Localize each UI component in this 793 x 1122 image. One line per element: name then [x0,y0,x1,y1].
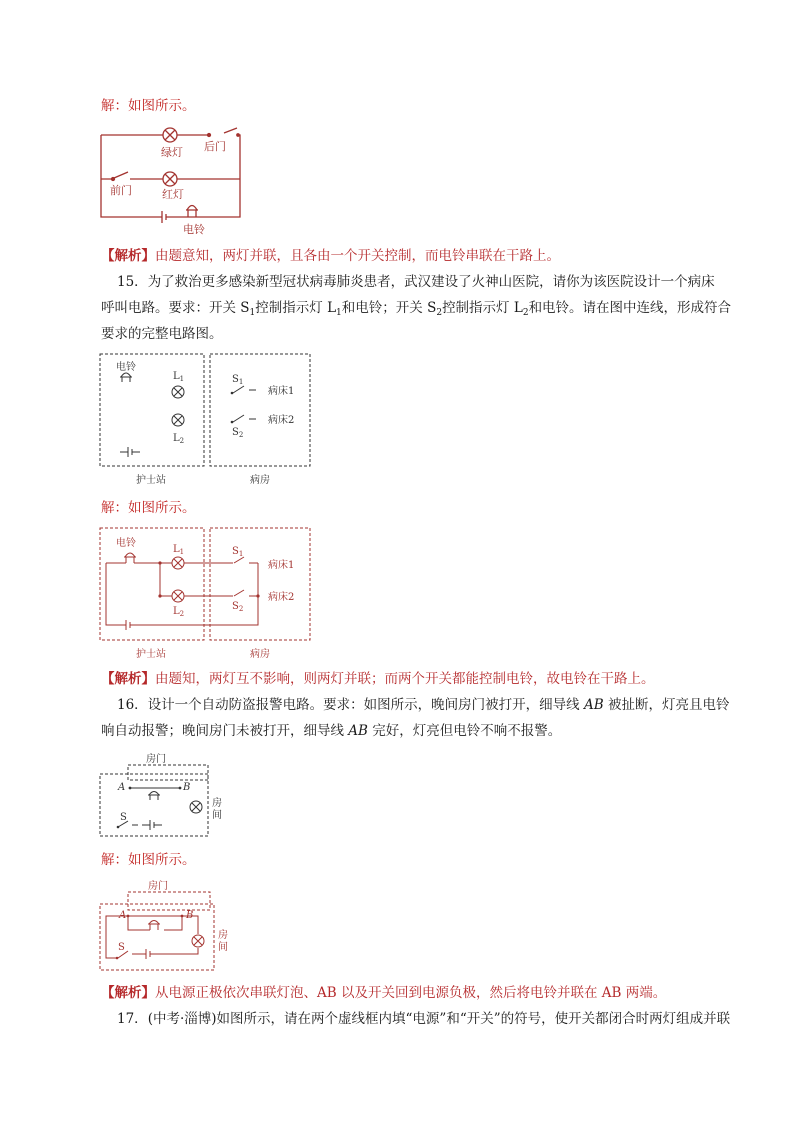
q15-label-bell: 电铃 [116,362,136,373]
q15-sol-s1-sub: 1 [238,550,244,558]
q15-analysis-text: 由题知，两灯互不影响，则两灯并联；而两个开关都能控制电铃，故电铃在干路上。 [155,671,655,687]
q14-label-red-lamp: 红灯 [162,188,184,201]
q16-label-room-1: 房 [212,798,222,809]
q15-number: 15． [117,274,148,290]
q16-sol-label-b: B [186,910,194,921]
q14-label-green-lamp: 绿灯 [161,146,183,159]
q16-line1-b: 被扯断，灯亮且电铃 [603,697,730,713]
q14-solution-label: 解：如图所示。 [101,98,196,114]
q15-l1-letter: L [173,371,180,382]
q15-analysis [101,669,655,689]
q15-line2-d: 控制指示灯 L [442,300,523,316]
q16-label-door: 房门 [146,754,166,765]
q15-question-circuit [98,352,314,490]
q15-line2-a: 呼叫电路。要求：开关 S [101,300,250,316]
q15-line2-c: 和电铃；开关 S [341,300,437,316]
q15-sol-label-l2 [173,606,184,618]
q16-label-b: B [183,782,191,793]
q15-label-s1 [232,374,243,386]
q15-s1-letter: S [232,374,239,385]
q16-analysis [101,983,666,1003]
q15-l2-sub: 2 [522,308,529,318]
q15-s1-sub-fig: 1 [238,378,244,386]
q15-l1-sub: 1 [336,308,342,318]
q16-sol-label-room-1: 房 [218,930,228,941]
q15-sol-label-l1 [173,544,184,556]
q16-sol-label-door: 房门 [148,881,168,892]
q15-label-l1 [173,371,184,383]
q16-label-a: A [118,782,126,793]
q15-s2-sub-fig: 2 [238,431,244,439]
q15-sol-label-bell: 电铃 [116,538,136,549]
q15-l2-letter: L [173,433,180,444]
q16-number: 16． [117,697,148,713]
q14-label-bell: 电铃 [183,223,205,236]
q15-l1-sub-fig: 1 [179,375,185,383]
q15-sol-label-bed2: 病床2 [268,592,295,603]
q15-label-bed1: 病床1 [268,386,295,397]
q16-line2-ab: AB [348,723,368,739]
q16-line-1 [117,695,729,715]
q14-analysis [101,246,560,266]
q15-sol-label-bed1: 病床1 [268,560,295,571]
q15-sol-l1-sub: 1 [179,548,185,556]
q16-label-s: S [120,812,127,823]
q15-line1-text: 为了救治更多感染新型冠状病毒肺炎患者，武汉建设了火神山医院，请你为该医院设计一个病床 [147,274,715,290]
q14-label-back-door: 后门 [204,140,226,153]
q15-sol-l2-letter: L [173,606,180,617]
q15-solution-label: 解：如图所示。 [101,500,196,516]
q15-sol-l2-sub: 2 [179,610,185,618]
q16-solution-circuit [98,878,234,974]
q16-question-circuit [98,752,234,842]
q16-line1-a: 设计一个自动防盗报警电路。要求：如图所示，晚间房门被打开，细导线 [147,697,584,713]
q15-sol-label-s1 [232,546,243,558]
q16-analysis-tag: 【解析】 [101,985,155,1001]
q15-line-1 [117,272,715,292]
q14-analysis-text: 由题意知，两灯并联，且各由一个开关控制，而电铃串联在干路上。 [155,248,560,264]
q15-solution-circuit [98,526,314,664]
q17-line-1 [117,1009,730,1029]
q14-analysis-tag: 【解析】 [101,248,155,264]
q15-s2-sub: 2 [436,308,443,318]
q15-label-l2 [173,433,184,445]
q16-sol-label-room-2: 间 [218,942,228,953]
q17-text: (中考·淄博)如图所示，请在两个虚线框内填“电源”和“开关”的符号，使开关都闭合时两灯组成并联 [147,1011,731,1027]
q16-analysis-text: 从电源正极依次串联灯泡、AB 以及开关回到电源负极，然后将电铃并联在 AB 两端。 [155,985,667,1001]
q16-sol-label-s: S [118,942,125,953]
q15-sol-label-nurse-station: 护士站 [136,649,166,660]
q14-label-front-door: 前门 [110,184,132,197]
q15-sol-l1-letter: L [173,544,180,555]
q15-label-nurse-station: 护士站 [136,475,166,486]
q17-number: 17． [117,1011,148,1027]
q16-solution-label: 解：如图所示。 [101,852,196,868]
q15-sol-s1-letter: S [232,546,239,557]
q16-line-2 [101,721,561,741]
q15-label-bed2: 病床2 [268,415,295,426]
q15-analysis-tag: 【解析】 [101,671,155,687]
q14-solution-circuit [96,124,246,236]
q16-sol-label-a: A [119,910,127,921]
q16-line2-a: 响自动报警；晚间房门未被打开，细导线 [101,723,349,739]
q15-sol-label-ward: 病房 [250,649,270,660]
q15-sol-label-s2 [232,601,243,613]
q15-label-s2 [232,427,243,439]
q16-line2-b: 完好，灯亮但电铃不响不报警。 [367,723,562,739]
q15-sol-s2-sub: 2 [238,605,244,613]
q16-label-room-2: 间 [212,810,222,821]
q15-line2-e: 和电铃。请在图中连线，形成符合 [528,300,732,316]
q15-line-2 [101,298,731,323]
q15-line2-b: 控制指示灯 L [255,300,337,316]
q15-s1-sub: 1 [249,308,256,318]
q15-sol-s2-letter: S [232,601,239,612]
q16-line1-ab: AB [583,697,604,713]
q15-line-3: 要求的完整电路图。 [101,326,223,342]
q15-s2-letter: S [232,427,239,438]
q15-label-ward: 病房 [250,475,270,486]
q15-l2-sub-fig: 2 [179,437,185,445]
